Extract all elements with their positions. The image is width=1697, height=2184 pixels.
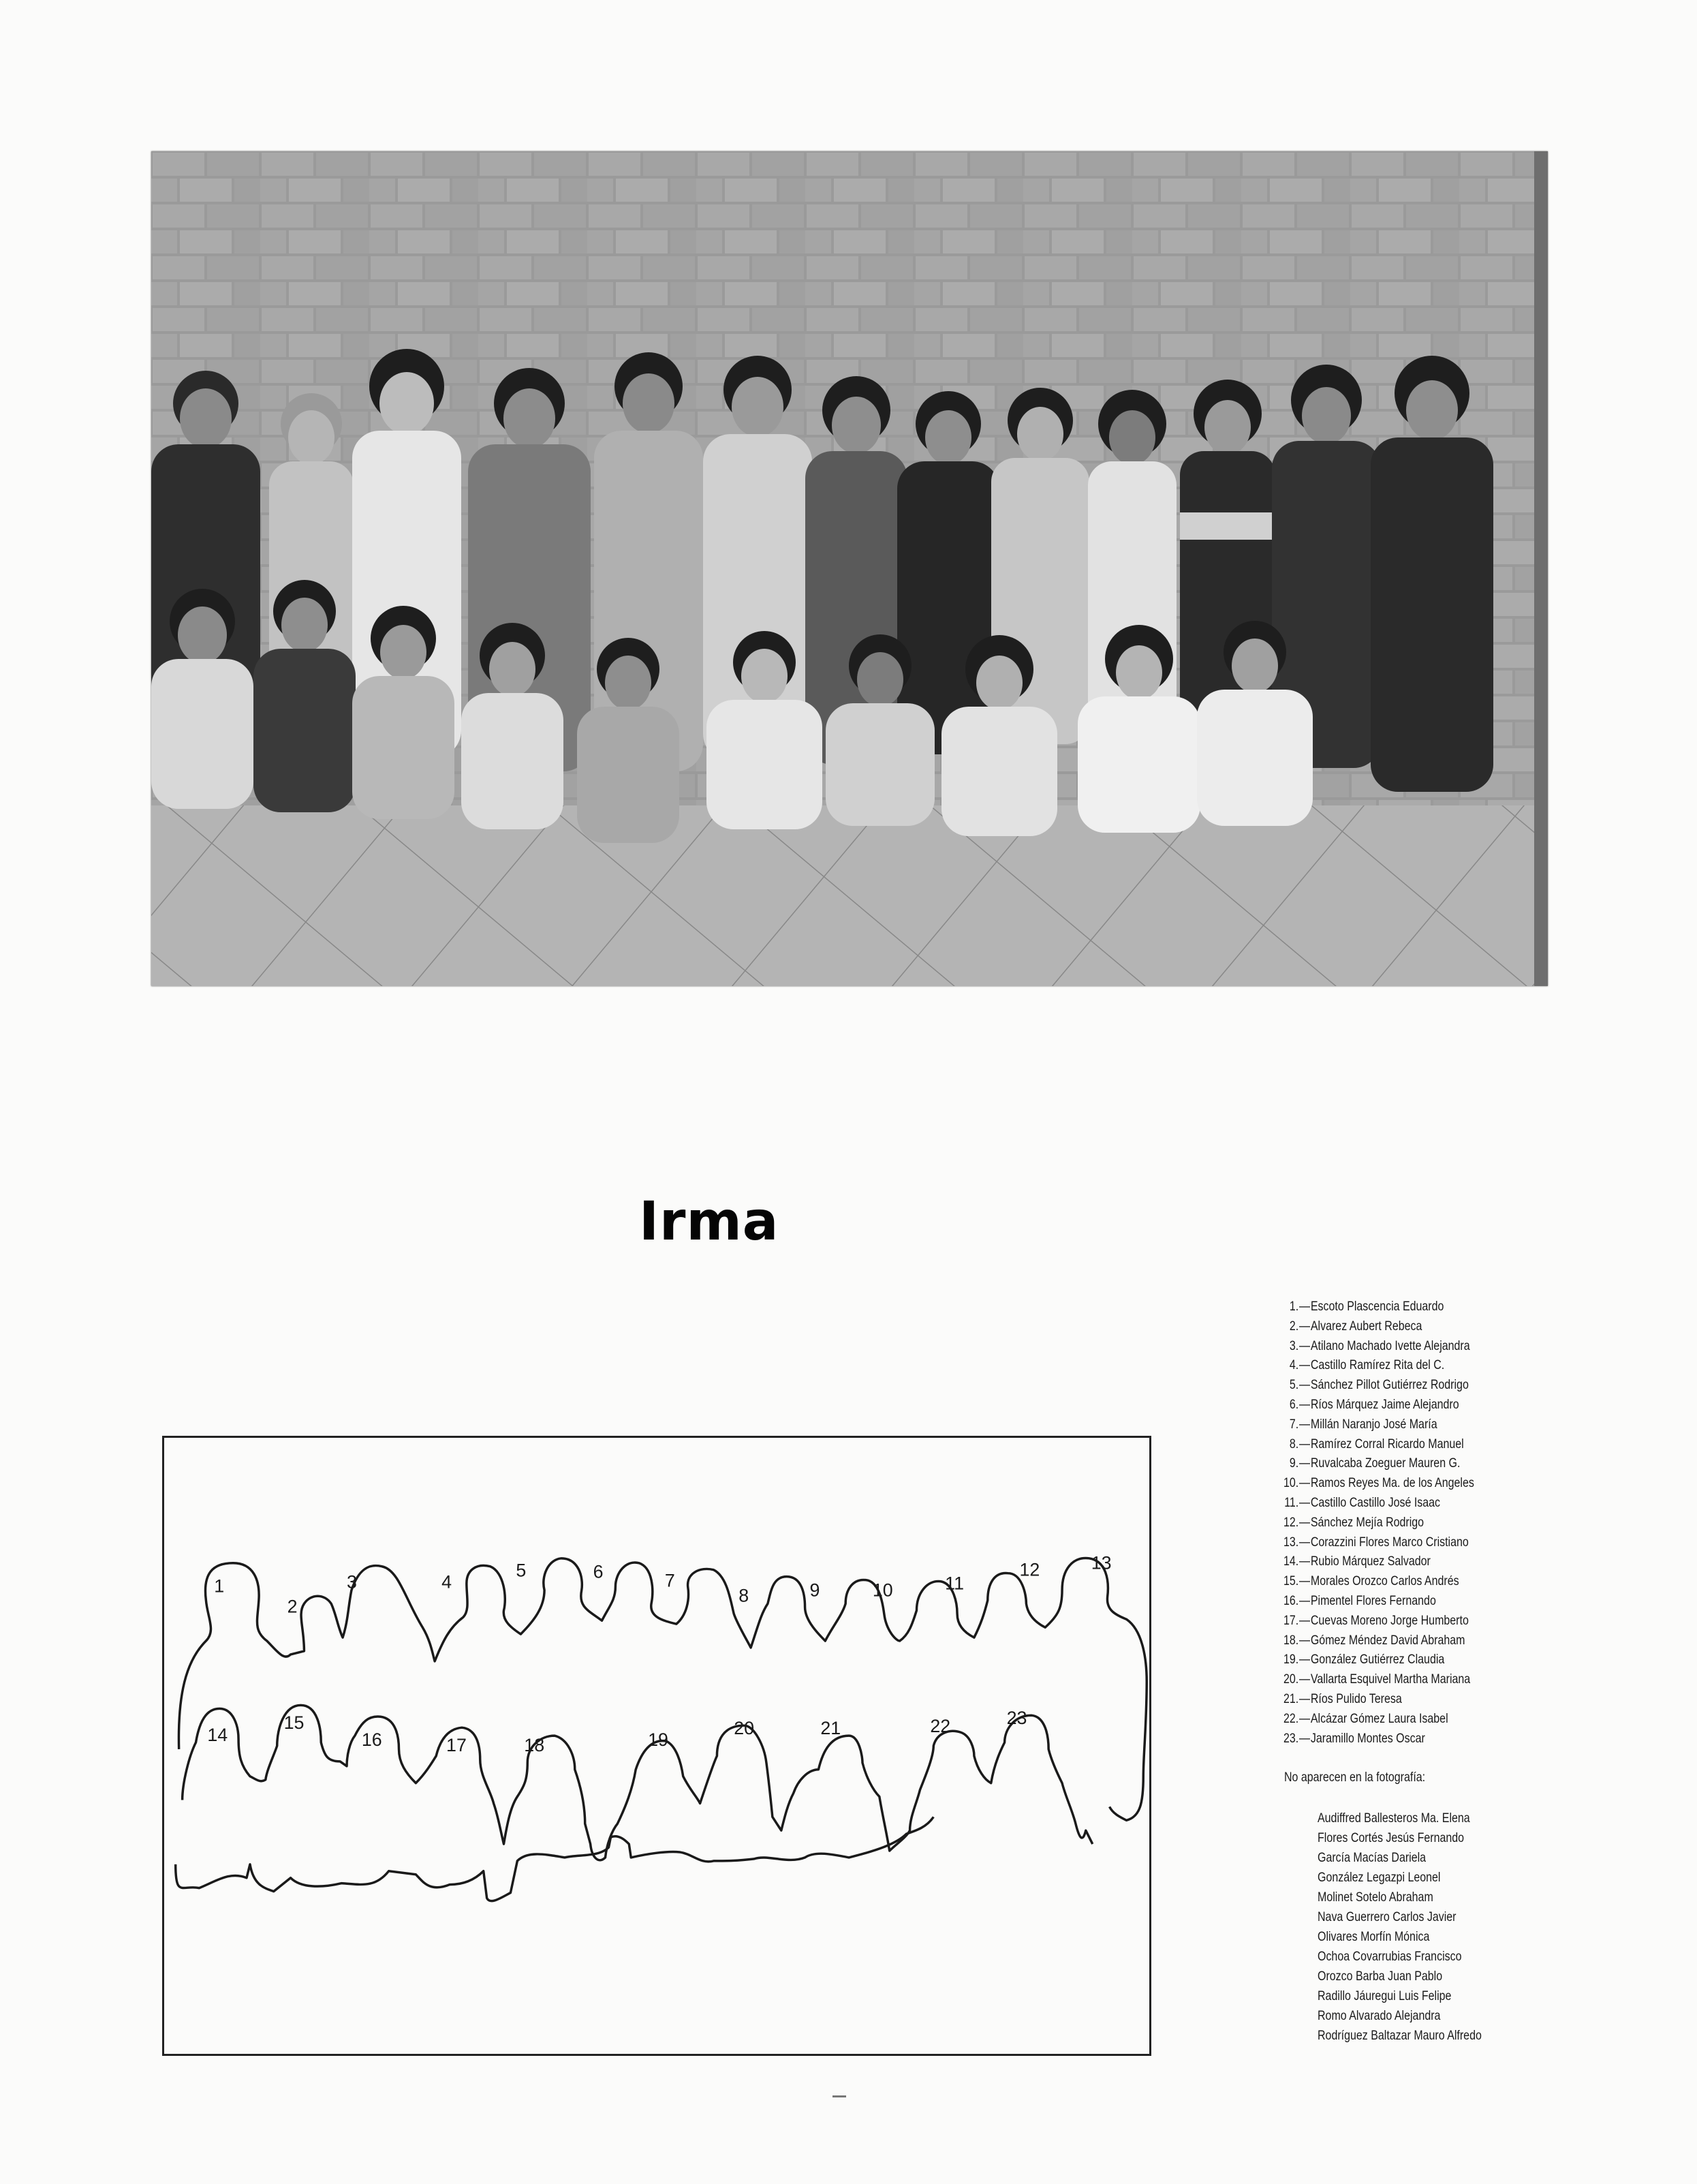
list-item: Olivares Morfín Mónica bbox=[1318, 1929, 1430, 1944]
list-item: 2.—Alvarez Aubert Rebeca bbox=[1289, 1318, 1422, 1334]
page-mark-divider bbox=[832, 2095, 846, 2097]
page-title: Irma bbox=[639, 1191, 779, 1252]
list-item: 8.—Ramírez Corral Ricardo Manuel bbox=[1289, 1436, 1464, 1451]
list-item: 5.—Sánchez Pillot Gutiérrez Rodrigo bbox=[1289, 1377, 1469, 1393]
list-item: 16.—Pimentel Flores Fernando bbox=[1283, 1593, 1436, 1608]
list-item: 3.—Atilano Machado Ivette Alejandra bbox=[1289, 1338, 1470, 1353]
key-label-6: 6 bbox=[593, 1561, 604, 1582]
key-label-23: 23 bbox=[1006, 1708, 1027, 1729]
key-label-2: 2 bbox=[287, 1596, 298, 1617]
list-item: 6.—Ríos Márquez Jaime Alejandro bbox=[1289, 1396, 1459, 1412]
list-item: Nava Guerrero Carlos Javier bbox=[1318, 1909, 1457, 1924]
key-label-1: 1 bbox=[214, 1575, 225, 1597]
list-item: 12.—Sánchez Mejía Rodrigo bbox=[1283, 1514, 1424, 1530]
list-item: Flores Cortés Jesús Fernando bbox=[1318, 1830, 1465, 1845]
list-item: 9.—Ruvalcaba Zoeguer Mauren G. bbox=[1289, 1456, 1461, 1471]
key-label-5: 5 bbox=[516, 1560, 527, 1581]
key-label-20: 20 bbox=[734, 1718, 755, 1739]
key-label-17: 17 bbox=[446, 1734, 467, 1755]
key-label-10: 10 bbox=[872, 1580, 893, 1601]
key-label-15: 15 bbox=[283, 1712, 305, 1734]
key-label-22: 22 bbox=[930, 1716, 951, 1737]
list-item: 4.—Castillo Ramírez Rita del C. bbox=[1289, 1357, 1445, 1373]
key-label-9: 9 bbox=[809, 1580, 820, 1601]
list-item: 13.—Corazzini Flores Marco Cristiano bbox=[1283, 1534, 1469, 1550]
list-item: Molinet Sotelo Abraham bbox=[1318, 1890, 1433, 1905]
silhouette-outlines bbox=[164, 1438, 1149, 2054]
list-item: 7.—Millán Naranjo José María bbox=[1289, 1416, 1437, 1432]
list-item: Radillo Jáuregui Luis Felipe bbox=[1318, 1988, 1452, 2003]
list-item: Orozco Barba Juan Pablo bbox=[1318, 1969, 1443, 1984]
list-item: González Legazpi Leonel bbox=[1318, 1870, 1441, 1885]
key-label-13: 13 bbox=[1091, 1552, 1112, 1573]
key-label-16: 16 bbox=[361, 1729, 382, 1750]
list-item: Audiffred Ballesteros Ma. Elena bbox=[1318, 1811, 1470, 1826]
photo-key-diagram bbox=[162, 1436, 1151, 2056]
key-label-19: 19 bbox=[648, 1729, 668, 1750]
list-item: Romo Alvarado Alejandra bbox=[1318, 2008, 1441, 2023]
key-label-7: 7 bbox=[664, 1570, 675, 1591]
key-label-4: 4 bbox=[441, 1571, 452, 1593]
key-label-3: 3 bbox=[347, 1571, 357, 1593]
key-label-12: 12 bbox=[1019, 1559, 1040, 1580]
key-label-18: 18 bbox=[524, 1734, 545, 1755]
list-item: 15.—Morales Orozco Carlos Andrés bbox=[1283, 1573, 1459, 1589]
student-name-list bbox=[1281, 1297, 1504, 1748]
class-photo-image bbox=[151, 151, 1548, 986]
list-item: 21.—Ríos Pulido Teresa bbox=[1283, 1691, 1402, 1706]
key-label-14: 14 bbox=[207, 1725, 228, 1746]
absent-name-list bbox=[1318, 1809, 1482, 2046]
list-item: 22.—Alcázar Gómez Laura Isabel bbox=[1283, 1710, 1448, 1726]
key-label-11: 11 bbox=[945, 1573, 965, 1594]
key-label-21: 21 bbox=[820, 1718, 841, 1739]
list-item: García Macías Dariela bbox=[1318, 1850, 1427, 1865]
key-label-8: 8 bbox=[738, 1585, 749, 1606]
list-item: 19.—González Gutiérrez Claudia bbox=[1283, 1652, 1445, 1667]
list-item: 17.—Cuevas Moreno Jorge Humberto bbox=[1283, 1612, 1469, 1628]
list-item: Ochoa Covarrubias Francisco bbox=[1318, 1949, 1462, 1964]
list-item: Rodríguez Baltazar Mauro Alfredo bbox=[1318, 2028, 1482, 2043]
list-item: 18.—Gómez Méndez David Abraham bbox=[1283, 1632, 1465, 1648]
list-item: 1.—Escoto Plascencia Eduardo bbox=[1289, 1299, 1444, 1314]
list-item: 10.—Ramos Reyes Ma. de los Angeles bbox=[1283, 1475, 1474, 1491]
absent-heading: No aparecen en la fotografía: bbox=[1284, 1770, 1426, 1785]
list-item: 20.—Vallarta Esquivel Martha Mariana bbox=[1283, 1672, 1471, 1687]
list-item: 14.—Rubio Márquez Salvador bbox=[1283, 1554, 1431, 1569]
class-photo bbox=[151, 151, 1548, 986]
list-item: 11.—Castillo Castillo José Isaac bbox=[1284, 1494, 1441, 1510]
list-item: 23.—Jaramillo Montes Oscar bbox=[1283, 1730, 1425, 1746]
